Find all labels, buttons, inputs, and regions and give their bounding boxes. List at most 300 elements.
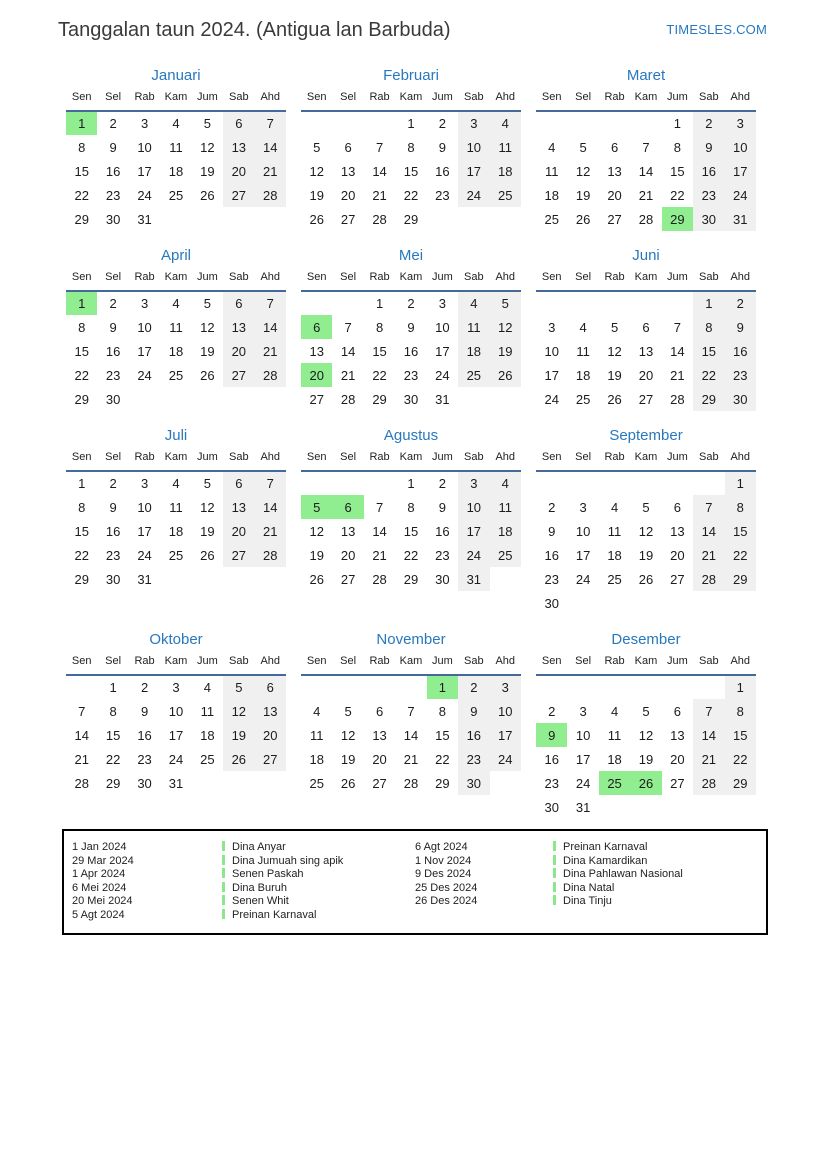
empty-cell [427,207,458,231]
month-title: September [609,427,683,444]
day-cell: 25 [607,571,622,587]
day-cell: 28 [372,211,387,227]
legend-date: 1 Nov 2024 [415,854,472,867]
day-cell: 2 [438,116,447,131]
day-cell: 14 [638,163,654,179]
month-title: Juli [164,427,188,444]
empty-cell [301,675,332,699]
day-cell: 30 [544,799,559,815]
day-cell: 1 [407,116,415,131]
day-cell: 10 [575,523,591,539]
day-cell: 24 [575,775,591,791]
day-cell: 18 [309,751,324,767]
day-cell: 12 [575,163,591,179]
weekday-label: Rab [129,451,160,471]
empty-cell [255,771,286,795]
day-cell: 22 [693,363,724,387]
legend-date: 20 Mei 2024 [72,895,133,907]
empty-cell [630,591,661,615]
day-cell: 7 [344,319,352,335]
day-cell: 12 [200,319,215,335]
day-cell: 25 [168,547,184,563]
day-cell: 20 [223,339,254,363]
weekday-label: Sab [223,271,254,291]
weekday-label: Sen [66,271,97,291]
day-cell: 9 [109,139,117,155]
day-cell: 21 [255,339,286,363]
day-cell: 4 [490,471,521,495]
day-cell: 18 [607,547,622,563]
day-cell: 9 [109,499,117,515]
weekday-label: Jum [427,655,458,675]
weekday-label: Sen [536,271,567,291]
day-cell: 5 [344,703,352,719]
day-cell: 9 [693,135,724,159]
day-cell: 21 [74,751,89,767]
month-september [536,427,756,615]
day-cell: 3 [725,111,756,135]
day-cell: 30 [693,207,724,231]
weekday-label: Sab [458,91,489,111]
day-cell: 22 [105,751,121,767]
day-cell: 18 [168,523,184,539]
weekday-label: Ahd [255,655,286,675]
day-cell: 16 [105,343,121,359]
day-cell: 4 [313,703,321,719]
day-cell: 1 [673,116,682,131]
day-cell: 12 [223,699,254,723]
day-cell: 21 [693,747,724,771]
weekday-label: Jum [427,271,458,291]
day-cell: 13 [255,699,286,723]
day-cell: 16 [544,751,559,767]
day-cell: 27 [607,211,622,227]
empty-cell [490,771,521,795]
empty-cell [599,591,630,615]
calendar-year-grid [66,67,767,819]
day-cell: 17 [137,343,152,359]
day-cell: 18 [168,343,184,359]
day-cell: 15 [74,343,89,359]
day-cell: 26 [638,571,654,587]
day-cell: 3 [140,116,149,131]
day-cell: 2 [725,291,756,315]
empty-cell [567,471,598,495]
day-cell: 4 [579,319,587,335]
day-cell: 30 [137,775,152,791]
empty-cell [255,387,286,411]
weekday-label: Jum [427,451,458,471]
day-cell: 30 [403,391,419,407]
legend-date: 6 Mei 2024 [72,881,127,894]
weekday-label: Sel [567,655,598,675]
day-cell: 15 [435,727,450,743]
day-cell: 10 [137,139,152,155]
day-cell: 21 [255,519,286,543]
day-cell: 20 [340,547,356,563]
day-cell: 6 [673,499,682,515]
weekday-label: Sen [301,655,332,675]
day-cell: 13 [223,315,254,339]
day-cell: 15 [403,163,419,179]
day-cell: 20 [223,159,254,183]
day-cell: 7 [255,471,286,495]
day-cell: 11 [607,727,622,743]
day-cell: 25 [544,211,559,227]
empty-cell [490,567,521,591]
legend-green-bar-icon [222,868,225,878]
day-cell: 14 [74,727,89,743]
day-cell: 13 [372,727,387,743]
day-cell: 5 [223,675,254,699]
day-cell: 16 [725,339,756,363]
day-cell: 4 [203,680,212,695]
day-cell: 27 [670,571,685,587]
weekday-label: Kam [630,271,661,291]
month-title: Maret [626,67,666,84]
empty-cell [223,387,254,411]
day-cell: 23 [105,547,121,563]
day-cell: 2 [109,116,117,131]
weekday-label: Sab [223,451,254,471]
day-cell: 23 [544,775,559,791]
day-cell: 3 [140,296,149,311]
day-cell: 26 [200,187,215,203]
day-cell: 7 [693,699,724,723]
day-cell: 29 [403,571,419,587]
day-cell: 21 [255,159,286,183]
weekday-label: Sen [536,655,567,675]
day-cell: 12 [638,523,654,539]
legend-holiday-name: Senen Paskah [222,868,415,881]
day-cell: 22 [74,187,89,203]
weekday-label: Rab [364,655,395,675]
legend-holiday-name: Dina Jumuah sing apik [222,855,415,868]
day-cell: 19 [200,523,215,539]
day-cell: 15 [105,727,121,743]
empty-cell [662,591,693,615]
day-cell: 13 [340,163,356,179]
weekday-label: Rab [129,271,160,291]
empty-cell [567,675,598,699]
month-table [66,451,286,591]
day-cell: 27 [340,211,356,227]
weekday-label: Ahd [255,91,286,111]
month-oktober [66,631,286,795]
empty-cell [332,111,363,135]
day-cell: 28 [74,775,89,791]
legend-holiday-name: Dina Buruh [222,882,415,895]
empty-cell [223,207,254,231]
day-cell: 25 [490,183,521,207]
day-cell: 18 [544,187,559,203]
month-title: April [160,247,191,264]
day-cell: 23 [435,547,450,563]
day-cell: 3 [548,319,556,335]
empty-cell [332,291,363,315]
weekday-label: Kam [160,91,191,111]
day-cell: 22 [372,367,387,383]
day-cell: 15 [725,519,756,543]
day-cell: 25 [458,363,489,387]
day-cell: 4 [548,139,556,155]
day-cell: 22 [74,367,89,383]
day-cell: 28 [255,183,286,207]
day-cell: 30 [105,211,121,227]
day-cell: 8 [375,319,384,335]
site-link[interactable]: TIMESLES.COM [666,22,767,37]
day-cell: 9 [458,699,489,723]
weekday-label: Jum [662,451,693,471]
weekday-label: Sel [567,451,598,471]
legend-holiday-name: Dina Pahlawan Nasional [553,868,758,881]
empty-cell [458,387,489,411]
empty-cell [536,291,567,315]
weekday-label: Sab [693,451,724,471]
day-cell: 11 [490,135,521,159]
day-cell: 29 [105,775,121,791]
day-cell: 22 [670,187,685,203]
day-cell: 11 [458,315,489,339]
weekday-label: Kam [630,655,661,675]
page-header [0,0,827,42]
empty-cell [630,795,661,819]
month-table [301,271,521,411]
day-cell: 16 [435,163,450,179]
day-cell: 8 [78,139,86,155]
day-cell: 20 [670,547,685,563]
weekday-label: Sel [97,271,128,291]
empty-cell [364,471,395,495]
month-april [66,247,286,411]
day-cell: 16 [544,547,559,563]
day-cell: 18 [200,727,215,743]
day-cell: 25 [575,391,591,407]
empty-cell [192,771,223,795]
day-cell: 3 [458,111,489,135]
day-cell: 7 [255,111,286,135]
month-title: Mei [398,247,424,264]
day-cell: 16 [137,727,152,743]
day-cell: 3 [172,680,180,695]
day-cell: 29 [372,391,387,407]
day-cell: 31 [725,207,756,231]
weekday-label: Sab [458,271,489,291]
day-cell: 31 [458,567,489,591]
day-cell: 6 [642,319,650,335]
legend-date: 1 Jan 2024 [72,841,127,853]
day-cell: 23 [458,747,489,771]
day-cell: 17 [137,523,152,539]
day-cell: 6 [610,139,619,155]
day-cell: 20 [670,751,685,767]
day-cell: 27 [670,775,685,791]
empty-cell [223,771,254,795]
day-cell: 7 [375,139,384,155]
day-cell: 27 [638,391,654,407]
weekday-label: Rab [364,91,395,111]
day-cell: 30 [435,571,450,587]
weekday-label: Kam [395,91,426,111]
day-cell: 5 [642,703,650,719]
day-cell: 23 [544,571,559,587]
day-cell: 23 [693,183,724,207]
empty-cell [490,207,521,231]
day-cell: 20 [607,187,622,203]
empty-cell [192,207,223,231]
day-cell: 11 [576,343,590,359]
legend-green-bar-icon [553,882,556,892]
day-cell: 13 [223,135,254,159]
day-cell: 3 [579,499,587,515]
day-cell: 28 [403,775,419,791]
weekday-label: Ahd [725,655,756,675]
day-cell: 10 [544,343,559,359]
day-cell: 21 [340,367,356,383]
holiday-day-cell: 6 [301,315,332,339]
day-cell: 12 [607,343,622,359]
day-cell: 20 [340,187,356,203]
day-cell: 5 [203,116,212,131]
day-cell: 24 [137,187,152,203]
day-cell: 8 [109,703,117,719]
day-cell: 3 [579,703,587,719]
empty-cell [662,795,693,819]
day-cell: 29 [725,771,756,795]
empty-cell [536,675,567,699]
day-cell: 8 [673,139,682,155]
day-cell: 8 [78,319,86,335]
day-cell: 9 [438,499,447,515]
legend-holiday-name: Preinan Karnaval [222,909,415,922]
day-cell: 19 [340,751,356,767]
empty-cell [725,591,756,615]
weekday-label: Rab [129,655,160,675]
weekday-label: Rab [599,271,630,291]
weekday-label: Jum [662,655,693,675]
empty-cell [66,675,97,699]
month-title: Oktober [149,631,203,648]
empty-cell [458,207,489,231]
day-cell: 26 [340,775,356,791]
empty-cell [395,675,426,699]
legend-date: 5 Agt 2024 [72,908,125,921]
month-table [301,91,521,231]
day-cell: 9 [725,315,756,339]
weekday-label: Ahd [490,655,521,675]
day-cell: 21 [670,367,685,383]
day-cell: 26 [200,367,215,383]
day-cell: 12 [309,163,324,179]
weekday-label: Sab [223,655,254,675]
day-cell: 20 [223,519,254,543]
day-cell: 29 [435,775,450,791]
month-table [301,451,521,591]
day-cell: 23 [105,367,121,383]
day-cell: 14 [255,135,286,159]
day-cell: 29 [74,211,89,227]
weekday-label: Ahd [490,91,521,111]
weekday-label: Rab [599,451,630,471]
day-cell: 1 [407,476,415,491]
day-cell: 19 [309,187,324,203]
day-cell: 4 [490,111,521,135]
month-november [301,631,521,795]
legend-date: 9 Des 2024 [415,868,472,880]
day-cell: 18 [607,751,622,767]
empty-cell [255,207,286,231]
empty-cell [693,591,724,615]
day-cell: 24 [458,543,489,567]
day-cell: 26 [575,211,591,227]
legend-green-bar-icon [222,909,225,919]
holiday-day-cell: 20 [301,363,332,387]
day-cell: 27 [223,183,254,207]
day-cell: 27 [223,543,254,567]
legend-date: 25 Des 2024 [415,881,478,894]
day-cell: 24 [137,367,152,383]
empty-cell [332,675,363,699]
day-cell: 2 [109,296,117,311]
weekday-label: Sab [458,655,489,675]
empty-cell [160,207,191,231]
day-cell: 23 [725,363,756,387]
empty-cell [662,291,693,315]
day-cell: 6 [344,139,352,155]
weekday-label: Rab [364,271,395,291]
day-cell: 30 [458,771,489,795]
day-cell: 12 [200,499,215,515]
empty-cell [364,111,395,135]
day-cell: 29 [74,571,89,587]
empty-cell [725,795,756,819]
legend-green-bar-icon [222,841,225,851]
day-cell: 17 [137,163,152,179]
empty-cell [599,795,630,819]
weekday-label: Sen [536,91,567,111]
empty-cell [599,675,630,699]
day-cell: 27 [340,571,356,587]
month-title: Agustus [383,427,439,444]
empty-cell [630,471,661,495]
day-cell: 15 [693,339,724,363]
empty-cell [599,471,630,495]
day-cell: 7 [407,703,415,719]
day-cell: 26 [223,747,254,771]
holiday-day-cell: 25 [599,771,630,795]
legend-green-bar-icon [553,855,556,865]
day-cell: 5 [610,319,619,335]
day-cell: 27 [255,747,286,771]
day-cell: 9 [109,319,117,335]
day-cell: 21 [693,543,724,567]
holiday-day-cell: 6 [332,495,363,519]
day-cell: 5 [313,139,321,155]
day-cell: 3 [140,476,149,491]
day-cell: 17 [168,727,184,743]
day-cell: 3 [438,296,447,311]
month-table [536,451,756,615]
day-cell: 11 [490,495,521,519]
day-cell: 1 [375,296,384,311]
day-cell: 26 [607,391,622,407]
day-cell: 21 [403,751,419,767]
empty-cell [536,471,567,495]
day-cell: 19 [638,547,654,563]
day-cell: 8 [407,499,415,515]
weekday-label: Sen [301,451,332,471]
day-cell: 10 [575,727,591,743]
